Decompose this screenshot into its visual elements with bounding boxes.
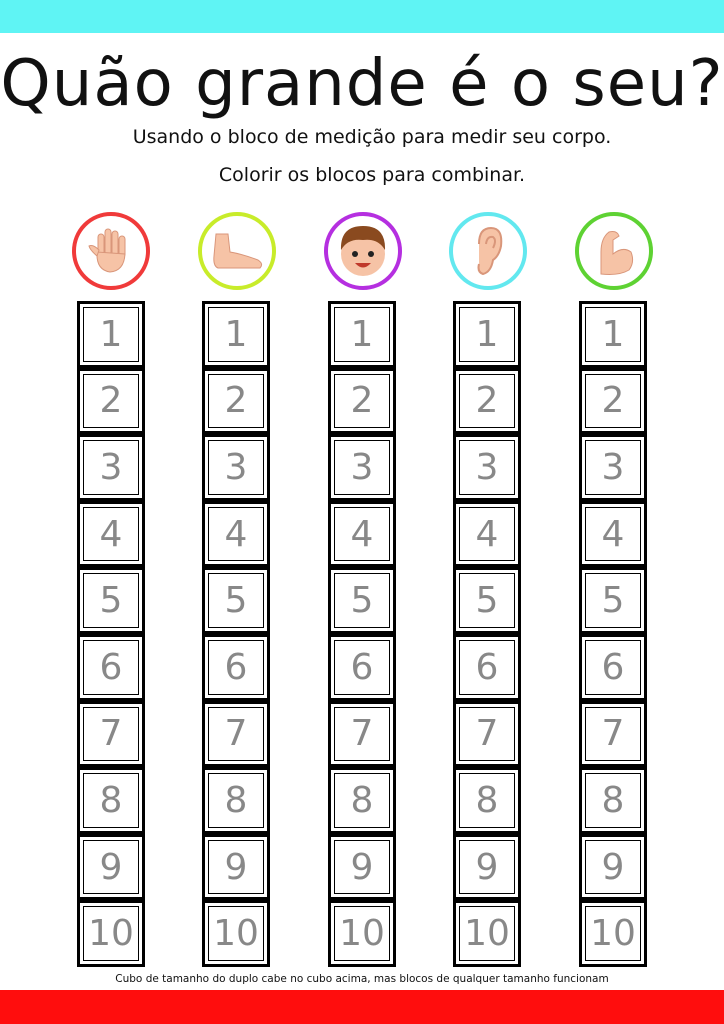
block-number: 2 bbox=[83, 374, 139, 429]
hand-icon bbox=[72, 212, 150, 290]
block-cell[interactable] bbox=[579, 368, 647, 435]
measure-column-foot bbox=[202, 301, 270, 967]
block-number: 6 bbox=[83, 640, 139, 695]
block-cell[interactable] bbox=[579, 501, 647, 568]
foot-icon bbox=[198, 212, 276, 290]
block-cell[interactable] bbox=[453, 634, 521, 701]
block-cell[interactable] bbox=[453, 834, 521, 901]
block-cell[interactable] bbox=[453, 368, 521, 435]
measure-column-ear bbox=[453, 301, 521, 967]
block-number: 10 bbox=[334, 906, 390, 961]
ear-icon bbox=[449, 212, 527, 290]
block-number: 4 bbox=[585, 507, 641, 562]
block-cell[interactable] bbox=[328, 368, 396, 435]
block-cell[interactable] bbox=[453, 767, 521, 834]
block-number: 2 bbox=[208, 374, 264, 429]
block-cell[interactable] bbox=[328, 834, 396, 901]
block-cell[interactable] bbox=[328, 434, 396, 501]
measure-column-hand bbox=[77, 301, 145, 967]
instruction-line-2: Colorir os blocos para combinar. bbox=[218, 164, 526, 186]
block-cell[interactable] bbox=[579, 567, 647, 634]
block-number: 7 bbox=[459, 707, 515, 762]
block-number: 7 bbox=[208, 707, 264, 762]
block-number: 8 bbox=[334, 773, 390, 828]
block-number: 10 bbox=[83, 906, 139, 961]
block-cell[interactable] bbox=[579, 767, 647, 834]
block-number: 9 bbox=[83, 840, 139, 895]
block-number: 2 bbox=[334, 374, 390, 429]
block-cell[interactable] bbox=[77, 701, 145, 768]
block-number: 4 bbox=[83, 507, 139, 562]
block-number: 5 bbox=[208, 573, 264, 628]
block-number: 2 bbox=[585, 374, 641, 429]
block-cell[interactable] bbox=[328, 301, 396, 368]
block-cell[interactable] bbox=[202, 434, 270, 501]
top-color-band bbox=[0, 0, 724, 33]
block-cell[interactable] bbox=[328, 701, 396, 768]
block-number: 5 bbox=[83, 573, 139, 628]
block-number: 5 bbox=[585, 573, 641, 628]
block-number: 3 bbox=[459, 440, 515, 495]
block-cell[interactable] bbox=[579, 900, 647, 967]
block-number: 8 bbox=[208, 773, 264, 828]
block-cell[interactable] bbox=[453, 567, 521, 634]
block-number: 1 bbox=[334, 307, 390, 362]
block-cell[interactable] bbox=[77, 900, 145, 967]
block-number: 8 bbox=[585, 773, 641, 828]
block-number: 1 bbox=[459, 307, 515, 362]
block-cell[interactable] bbox=[453, 900, 521, 967]
head-icon bbox=[324, 212, 402, 290]
block-cell[interactable] bbox=[328, 767, 396, 834]
block-cell[interactable] bbox=[202, 368, 270, 435]
block-cell[interactable] bbox=[202, 834, 270, 901]
arm-icon bbox=[575, 212, 653, 290]
block-cell[interactable] bbox=[579, 634, 647, 701]
block-cell[interactable] bbox=[202, 501, 270, 568]
block-cell[interactable] bbox=[453, 701, 521, 768]
block-cell[interactable] bbox=[77, 301, 145, 368]
block-cell[interactable] bbox=[77, 501, 145, 568]
block-cell[interactable] bbox=[579, 834, 647, 901]
block-cell[interactable] bbox=[77, 567, 145, 634]
block-number: 5 bbox=[334, 573, 390, 628]
block-number: 4 bbox=[208, 507, 264, 562]
instruction-line-1: Usando o bloco de medição para medir seu corpo. bbox=[132, 126, 612, 148]
block-cell[interactable] bbox=[77, 834, 145, 901]
measure-column-head bbox=[328, 301, 396, 967]
block-number: 4 bbox=[459, 507, 515, 562]
measure-column-arm bbox=[579, 301, 647, 967]
block-cell[interactable] bbox=[453, 501, 521, 568]
page-title: Quão grande é o seu? bbox=[0, 47, 724, 121]
block-number: 6 bbox=[334, 640, 390, 695]
block-cell[interactable] bbox=[202, 634, 270, 701]
block-cell[interactable] bbox=[579, 434, 647, 501]
block-cell[interactable] bbox=[328, 501, 396, 568]
block-cell[interactable] bbox=[328, 900, 396, 967]
block-cell[interactable] bbox=[328, 567, 396, 634]
block-number: 1 bbox=[585, 307, 641, 362]
block-cell[interactable] bbox=[202, 701, 270, 768]
block-number: 2 bbox=[459, 374, 515, 429]
block-number: 10 bbox=[585, 906, 641, 961]
block-cell[interactable] bbox=[202, 900, 270, 967]
block-number: 7 bbox=[334, 707, 390, 762]
block-number: 1 bbox=[208, 307, 264, 362]
block-number: 10 bbox=[208, 906, 264, 961]
block-cell[interactable] bbox=[77, 434, 145, 501]
block-cell[interactable] bbox=[579, 301, 647, 368]
block-number: 6 bbox=[208, 640, 264, 695]
block-number: 10 bbox=[459, 906, 515, 961]
block-number: 3 bbox=[208, 440, 264, 495]
block-number: 1 bbox=[83, 307, 139, 362]
block-cell[interactable] bbox=[202, 567, 270, 634]
block-cell[interactable] bbox=[453, 301, 521, 368]
block-number: 9 bbox=[334, 840, 390, 895]
block-number: 3 bbox=[585, 440, 641, 495]
block-cell[interactable] bbox=[77, 767, 145, 834]
footer-note: Cubo de tamanho do duplo cabe no cubo acima, mas blocos de qualquer tamanho funcionam bbox=[115, 973, 609, 985]
block-number: 7 bbox=[585, 707, 641, 762]
block-number: 9 bbox=[208, 840, 264, 895]
block-number: 6 bbox=[459, 640, 515, 695]
block-number: 4 bbox=[334, 507, 390, 562]
block-number: 9 bbox=[585, 840, 641, 895]
block-number: 9 bbox=[459, 840, 515, 895]
block-number: 8 bbox=[83, 773, 139, 828]
block-cell[interactable] bbox=[579, 701, 647, 768]
block-number: 3 bbox=[334, 440, 390, 495]
block-cell[interactable] bbox=[202, 767, 270, 834]
block-number: 3 bbox=[83, 440, 139, 495]
bottom-color-band bbox=[0, 990, 724, 1024]
block-number: 5 bbox=[459, 573, 515, 628]
block-number: 7 bbox=[83, 707, 139, 762]
block-cell[interactable] bbox=[453, 434, 521, 501]
block-cell[interactable] bbox=[202, 301, 270, 368]
block-cell[interactable] bbox=[77, 368, 145, 435]
block-cell[interactable] bbox=[77, 634, 145, 701]
block-cell[interactable] bbox=[328, 634, 396, 701]
block-number: 8 bbox=[459, 773, 515, 828]
block-number: 6 bbox=[585, 640, 641, 695]
